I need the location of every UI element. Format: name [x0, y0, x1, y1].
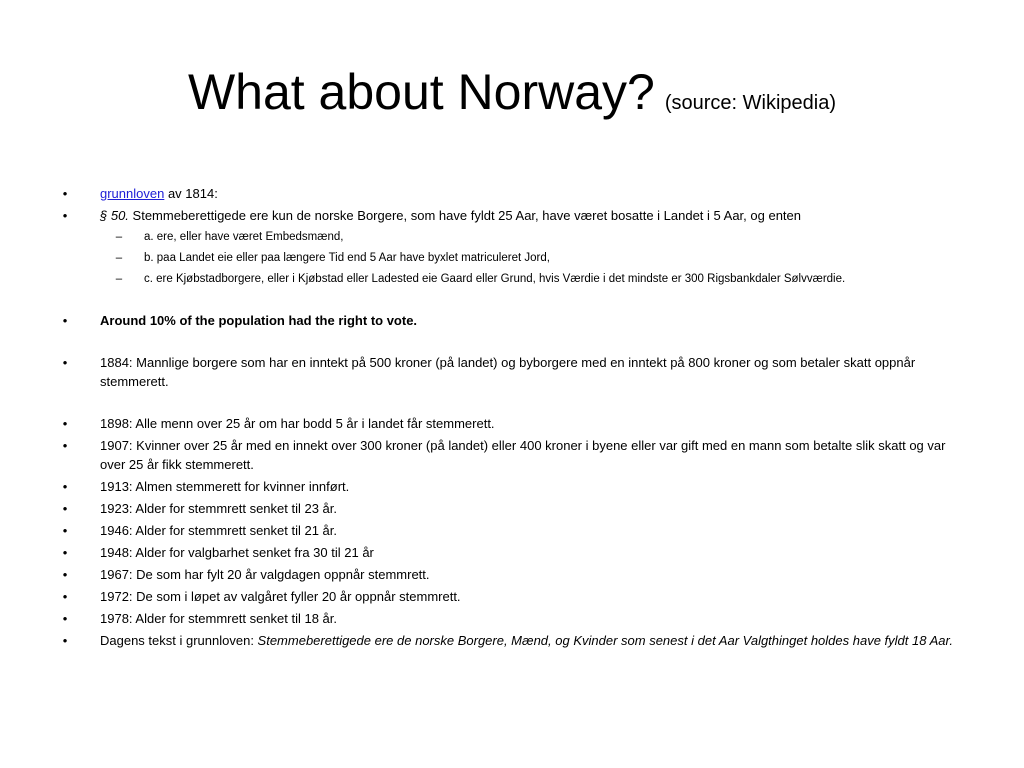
- sub-list-item: [60, 249, 970, 267]
- title-main: What about Norway?: [187, 64, 655, 120]
- bullet-icon: •: [62, 186, 68, 201]
- list-item: [60, 499, 970, 518]
- title-source: (source: Wikipedia): [664, 92, 837, 114]
- item-text: 1923: Alder for stemmrett senket til 23 år.: [100, 501, 338, 516]
- list-item: [60, 414, 970, 433]
- dash-icon: –: [115, 252, 123, 264]
- list-item: [60, 521, 970, 540]
- list-item: [60, 311, 970, 330]
- item-text: Stemmeberettigede ere kun de norske Borgere, som have fyldt 25 Aar, have været bosatte i Landet i 5 Aar, og enten: [128, 208, 801, 223]
- bullet-icon: •: [62, 545, 68, 560]
- list-item: [60, 184, 970, 203]
- grunnloven-link[interactable]: grunnloven: [100, 186, 165, 201]
- bullet-icon: •: [62, 438, 68, 453]
- bullet-icon: •: [62, 523, 68, 538]
- bullet-icon: •: [62, 416, 68, 431]
- bullet-icon: •: [62, 501, 68, 516]
- bullet-icon: •: [62, 633, 68, 648]
- sub-list-item: [60, 270, 970, 288]
- sub-list-item: [60, 228, 970, 246]
- bullet-icon: •: [62, 313, 68, 328]
- item-text: Dagens tekst i grunnloven:: [100, 633, 258, 648]
- item-text: 1946: Alder for stemmrett senket til 21 år.: [100, 523, 338, 538]
- section-label: § 50.: [100, 208, 129, 223]
- list-item: [60, 206, 970, 225]
- item-text: 1967: De som har fylt 20 år valgdagen oppnår stemmrett.: [100, 567, 430, 582]
- list-item: [60, 565, 970, 584]
- list-item: [60, 436, 970, 474]
- bullet-icon: •: [62, 355, 68, 370]
- item-text: 1907: Kvinner over 25 år med en innekt over 300 kroner (på landet) eller 400 kroner i byene eller var gift med en mann som betalte slik skatt og var over 25 år fikk stemmerett.: [100, 438, 946, 472]
- item-text: c. ere Kjøbstadborgere, eller i Kjøbstad eller Ladested eie Gaard eller Grund, hvis Værdie i det mindste er 300 Rigsbankdaler Sølvværdie.: [144, 273, 846, 285]
- item-text: 1884: Mannlige borgere som har en inntekt på 500 kroner (på landet) og byborgere med en inntekt på 800 kroner og som betaler skatt oppnår stemmerett.: [100, 355, 916, 389]
- item-text: 1948: Alder for valgbarhet senket fra 30 til 21 år: [100, 545, 374, 560]
- list-item: [60, 587, 970, 606]
- bullet-list: [60, 184, 970, 653]
- list-item: [60, 609, 970, 628]
- dash-icon: –: [115, 273, 123, 285]
- list-item: [60, 477, 970, 496]
- bullet-icon: •: [62, 589, 68, 604]
- item-text: b. paa Landet eie eller paa længere Tid end 5 Aar have byxlet matriculeret Jord,: [144, 252, 550, 264]
- bullet-icon: •: [62, 208, 68, 223]
- dash-icon: –: [115, 231, 123, 243]
- item-text: 1972: De som i løpet av valgåret fyller 20 år oppnår stemmrett.: [100, 589, 461, 604]
- constitution-quote: Stemmeberettigede ere de norske Borgere, Mænd, og Kvinder som senest i det Aar Valgthinget holdes have fyldt 18 Aar.: [257, 633, 953, 648]
- list-item: [60, 353, 970, 391]
- bullet-icon: •: [62, 479, 68, 494]
- item-text: av 1814:: [164, 186, 218, 201]
- item-text: Around 10% of the population had the right to vote.: [100, 313, 418, 328]
- list-item: [60, 631, 970, 650]
- list-item: [60, 543, 970, 562]
- item-text: 1978: Alder for stemmrett senket til 18 år.: [100, 611, 338, 626]
- item-text: 1913: Almen stemmerett for kvinner innført.: [100, 479, 350, 494]
- item-text: a. ere, eller have været Embedsmænd,: [144, 231, 344, 243]
- bullet-icon: •: [62, 611, 68, 626]
- slide-title: [0, 62, 1024, 122]
- item-text: 1898: Alle menn over 25 år om har bodd 5 år i landet får stemmerett.: [100, 416, 495, 431]
- bullet-icon: •: [62, 567, 68, 582]
